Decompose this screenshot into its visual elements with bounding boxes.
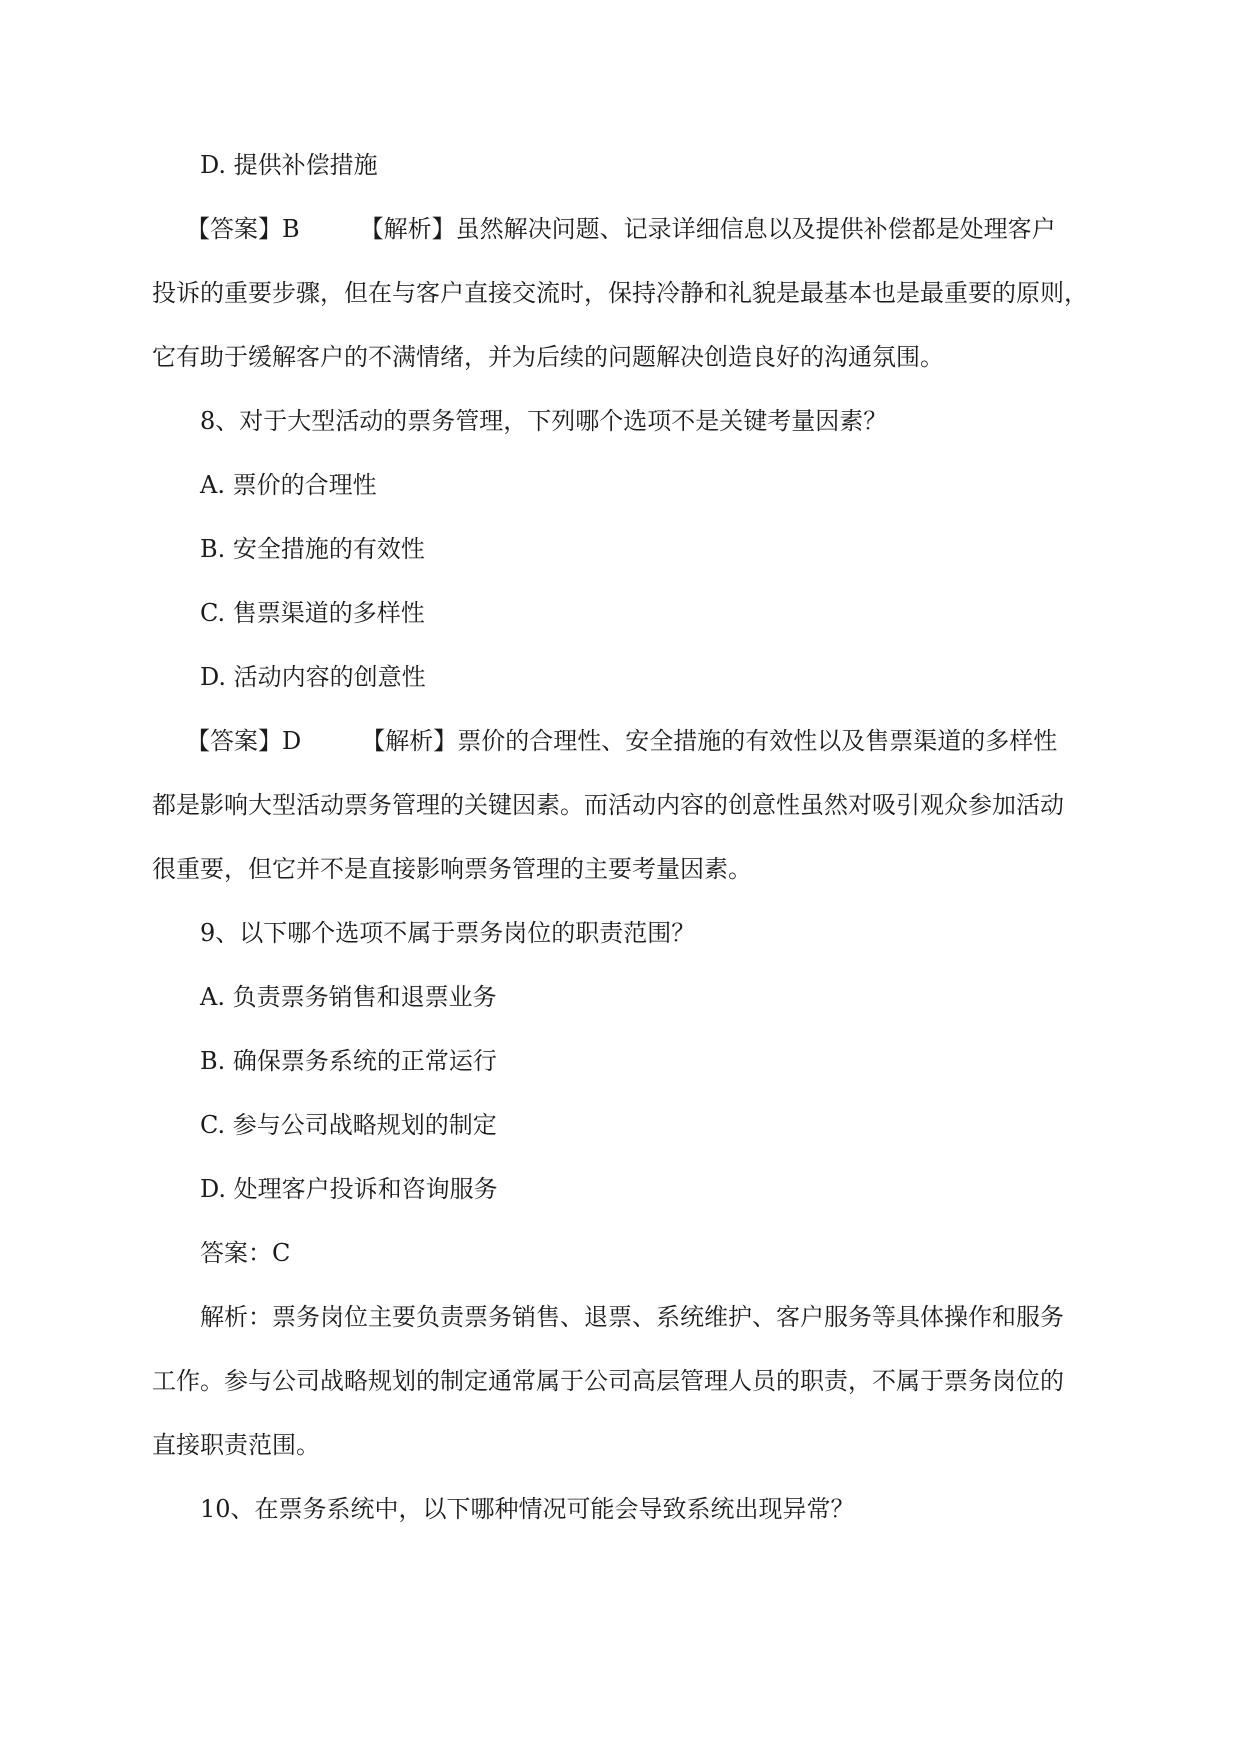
- option-d: D. 提供补偿措施: [200, 151, 378, 179]
- analysis-text: 它有助于缓解客户的不满情绪，并为后续的问题解决创造良好的沟通氛围。: [152, 343, 944, 371]
- option-d: D. 处理客户投诉和咨询服务: [200, 1175, 498, 1203]
- analysis-text: 很重要，但它并不是直接影响票务管理的主要考量因素。: [152, 855, 752, 883]
- option-c: C. 参与公司战略规划的制定: [200, 1111, 497, 1139]
- analysis-text: 都是影响大型活动票务管理的关键因素。而活动内容的创意性虽然对吸引观众参加活动: [152, 791, 1064, 819]
- question-9: 9、以下哪个选项不属于票务岗位的职责范围？: [200, 919, 696, 947]
- analysis-text: 解析：票务岗位主要负责票务销售、退票、系统维护、客户服务等具体操作和服务: [200, 1303, 1064, 1331]
- option-c: C. 售票渠道的多样性: [200, 599, 425, 627]
- option-a: A. 负责票务销售和退票业务: [200, 983, 497, 1011]
- option-a: A. 票价的合理性: [200, 471, 377, 499]
- option-b: B. 确保票务系统的正常运行: [200, 1047, 497, 1075]
- option-b: B. 安全措施的有效性: [200, 535, 425, 563]
- analysis-text: 直接职责范围。: [152, 1431, 320, 1459]
- answer-line: [186, 724, 1057, 758]
- answer-line: [186, 212, 1056, 246]
- answer-label: 【答案】B: [186, 215, 300, 243]
- analysis-text: 【解析】票价的合理性、安全措施的有效性以及售票渠道的多样性: [361, 727, 1058, 755]
- question-10: 10、在票务系统中，以下哪种情况可能会导致系统出现异常？: [200, 1495, 855, 1523]
- question-8: 8、对于大型活动的票务管理，下列哪个选项不是关键考量因素？: [200, 407, 888, 435]
- analysis-text: 【解析】虽然解决问题、记录详细信息以及提供补偿都是处理客户: [359, 215, 1056, 243]
- analysis-text: 投诉的重要步骤，但在与客户直接交流时，保持冷静和礼貌是最基本也是最重要的原则，: [152, 279, 1088, 307]
- answer-label: 答案：C: [200, 1239, 291, 1267]
- option-d: D. 活动内容的创意性: [200, 663, 426, 691]
- answer-label: 【答案】D: [186, 727, 302, 755]
- analysis-text: 工作。参与公司战略规划的制定通常属于公司高层管理人员的职责，不属于票务岗位的: [152, 1367, 1064, 1395]
